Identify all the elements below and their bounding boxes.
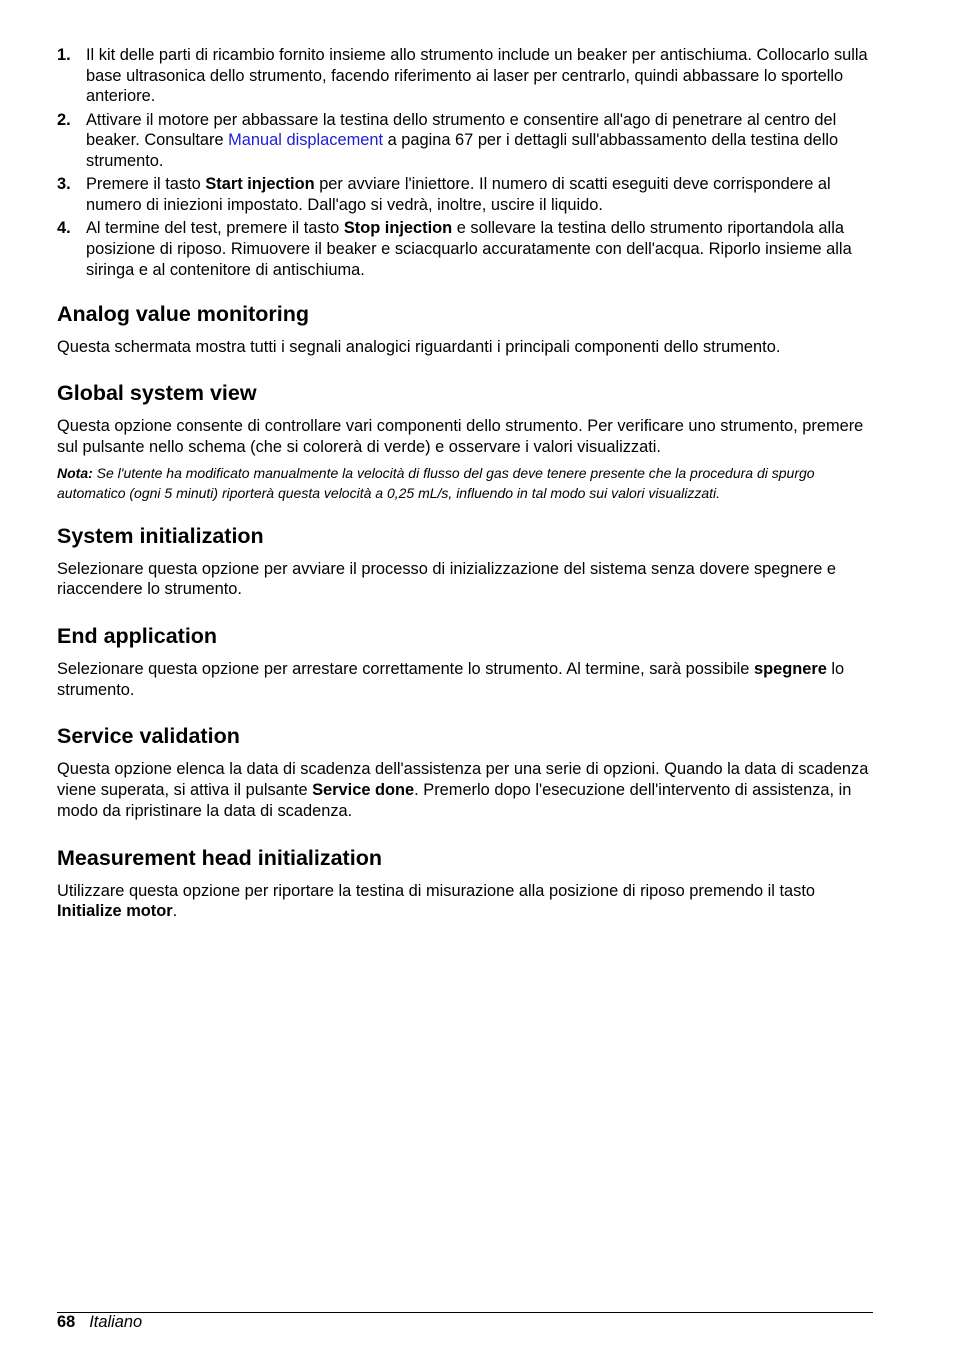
step-number: 3.	[57, 175, 71, 194]
step-text: e sollevare la testina dello strumento riportandola alla posizione di riposo. Rimuovere il beaker e sciacquarlo accuratamente con dell'acqua. Riporlo insieme alla siringa e al contenitore di antischiuma.	[86, 219, 852, 279]
step-text: per avviare l'iniettore. Il numero di scatti eseguiti deve corrispondere al numero di iniezioni impostato. Dall'ago si vedrà, inoltre, uscire il liquido.	[86, 175, 831, 215]
step-2	[57, 110, 873, 172]
service-done-label: Service done	[312, 781, 415, 800]
step-number: 4.	[57, 219, 71, 238]
text-run: . Premerlo dopo l'esecuzione dell'intervento di assistenza, in modo da ripristinare la data di scadenza.	[57, 781, 852, 820]
spegnere-label: spegnere	[753, 660, 827, 679]
step-1	[57, 45, 873, 107]
step-3	[57, 174, 873, 215]
document-page	[57, 45, 873, 922]
text-run: lo strumento.	[57, 660, 845, 699]
note	[57, 463, 873, 503]
footer-divider	[57, 1312, 873, 1313]
step-text: Al termine del test, premere il tasto	[86, 219, 344, 238]
section-text	[57, 759, 873, 821]
text-run: Questa opzione elenca la data di scadenza dell'assistenza per una serie di opzioni. Quando la data di scadenza viene superata, si attiva il pulsante	[57, 760, 869, 800]
step-text: a pagina 67 per i dettagli sull'abbassamento della testina dello strumento.	[86, 131, 839, 171]
section-measurement-head-initialization	[57, 845, 873, 922]
section-analog-value-monitoring	[57, 301, 873, 358]
section-heading: Service validation	[57, 724, 240, 749]
section-end-application	[57, 623, 873, 700]
step-text: Attivare il motore per abbassare la testina dello strumento e consentire all'ago di penetrare al centro del beaker. Consultare	[86, 110, 837, 150]
section-text: Questa schermata mostra tutti i segnali analogici riguardanti i principali componenti dello strumento.	[57, 337, 781, 356]
step-text: Premere il tasto	[86, 175, 206, 194]
initialize-motor-label: Initialize motor	[57, 902, 173, 921]
text-run: .	[172, 902, 178, 921]
section-heading: Global system view	[57, 381, 257, 406]
section-system-initialization	[57, 523, 873, 600]
stop-injection-label: Stop injection	[343, 219, 453, 238]
section-text	[57, 881, 873, 922]
procedure-steps	[57, 45, 873, 281]
step-number: 1.	[57, 46, 71, 64]
step-number: 2.	[57, 110, 71, 129]
start-injection-label: Start injection	[205, 175, 315, 194]
note-text: Se l'utente ha modificato manualmente la velocità di flusso del gas deve tenere presente che la procedura di spurgo automatico (ogni 5 minuti) riporterà questa velocità a 0,25 mL/s, influendo in tal modo sui valori visualizzati.	[57, 464, 815, 501]
manual-displacement-link[interactable]: Manual displacement	[228, 131, 384, 150]
page-number: 68	[57, 1313, 76, 1331]
page-footer	[57, 1312, 142, 1332]
text-run: Utilizzare questa opzione per riportare la testina di misurazione alla posizione di riposo premendo il tasto	[57, 881, 816, 900]
section-heading: System initialization	[57, 523, 264, 548]
section-heading: End application	[57, 624, 218, 649]
section-global-system-view	[57, 380, 873, 502]
step-4	[57, 218, 873, 280]
section-text: Selezionare questa opzione per avviare il processo di inizializzazione del sistema senza dovere spegnere e riaccendere lo strumento.	[57, 559, 837, 599]
section-service-validation	[57, 723, 873, 821]
step-text: Il kit delle parti di ricambio fornito insieme allo strumento include un beaker per antischiuma. Collocarlo sulla base ultrasonica dello strumento, facendo riferimento ai laser per centrarlo, quindi abbassare lo sportello anteriore.	[86, 46, 868, 106]
text-run: Selezionare questa opzione per arrestare correttamente lo strumento. Al termine, sarà possibile	[57, 660, 754, 679]
section-heading: Analog value monitoring	[57, 301, 310, 326]
section-heading: Measurement head initialization	[57, 845, 382, 870]
section-text	[57, 659, 873, 700]
section-text: Questa opzione consente di controllare vari componenti dello strumento. Per verificare uno strumento, premere sul pulsante nello schema (che si colorerà di verde) e osservare i valori visualizzati.	[57, 417, 864, 456]
footer-language: Italiano	[89, 1313, 143, 1331]
note-label: Nota:	[57, 464, 93, 481]
